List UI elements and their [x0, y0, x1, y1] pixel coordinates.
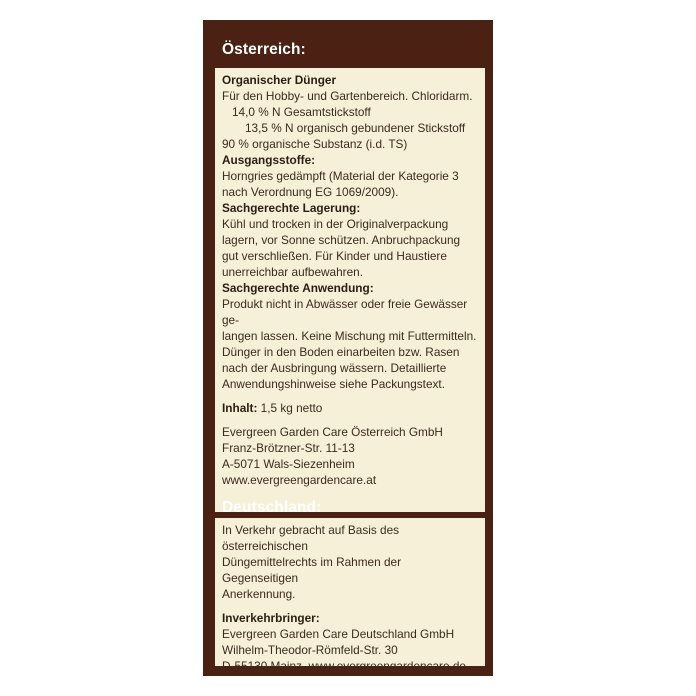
- raw-materials-line: Horngries gedämpft (Material der Kategorie 3: [222, 169, 459, 183]
- content-value: 1,5 kg netto: [260, 401, 323, 415]
- raw-materials-heading: Ausgangsstoffe:: [222, 153, 316, 167]
- company-line: Franz-Brötzner-Str. 11-13: [222, 441, 355, 455]
- intro-line: Düngemittelrechts im Rahmen der Gegenseitigen: [222, 555, 401, 585]
- product-line: 14,0 % N Gesamtstickstoff: [232, 105, 371, 119]
- storage-line: gut verschließen. Für Kinder und Haustiere: [222, 249, 447, 263]
- storage-heading: Sachgerechte Lagerung:: [222, 201, 361, 215]
- section-title-austria: Österreich:: [222, 41, 306, 58]
- usage-line: Anwendungshinweise siehe Packungstext.: [222, 377, 445, 391]
- product-line: 90 % organische Substanz (i.d. TS): [222, 137, 408, 151]
- product-line: 13,5 % N organisch gebundener Stickstoff: [245, 121, 466, 135]
- company-website: www.evergreengardencare.at: [222, 473, 377, 487]
- distributor-line: Evergreen Garden Care Deutschland GmbH: [222, 627, 455, 641]
- storage-line: Kühl und trocken in der Originalverpackung: [222, 217, 449, 231]
- distributor-line: Wilhelm-Theodor-Römfeld-Str. 30: [222, 643, 398, 657]
- panel-austria: [215, 68, 485, 512]
- storage-line: unerreichbar aufbewahren.: [222, 265, 363, 279]
- intro-line: Anerkennung.: [222, 587, 296, 601]
- usage-line: nach der Ausbringung wässern. Detaillierte: [222, 361, 447, 375]
- distributor-heading: Inverkehrbringer:: [222, 611, 320, 625]
- product-label: [203, 20, 493, 676]
- distributor-line: D-55130 Mainz, www.evergreengardencare.de: [222, 659, 466, 673]
- usage-line: Dünger in den Boden einarbeiten bzw. Rasen: [222, 345, 460, 359]
- company-line: Evergreen Garden Care Österreich GmbH: [222, 425, 443, 439]
- content-label: Inhalt:: [222, 401, 258, 415]
- raw-materials-line: nach Verordnung EG 1069/2009).: [222, 185, 399, 199]
- product-heading: Organischer Dünger: [222, 73, 337, 87]
- company-line: A-5071 Wals-Siezenheim: [222, 457, 355, 471]
- section-title-germany: Deutschland:: [222, 499, 322, 516]
- intro-line: In Verkehr gebracht auf Basis des österreichischen: [222, 523, 400, 553]
- storage-line: lagern, vor Sonne schützen. Anbruchpackung: [222, 233, 461, 247]
- usage-line: Produkt nicht in Abwässer oder freie Gewässer ge-: [222, 297, 468, 327]
- content-line: [222, 400, 479, 416]
- usage-heading: Sachgerechte Anwendung:: [222, 281, 374, 295]
- panel-germany: [215, 518, 485, 673]
- usage-line: langen lassen. Keine Mischung mit Futtermitteln.: [222, 329, 477, 343]
- product-line: Für den Hobby- und Gartenbereich. Chloridarm.: [222, 89, 473, 103]
